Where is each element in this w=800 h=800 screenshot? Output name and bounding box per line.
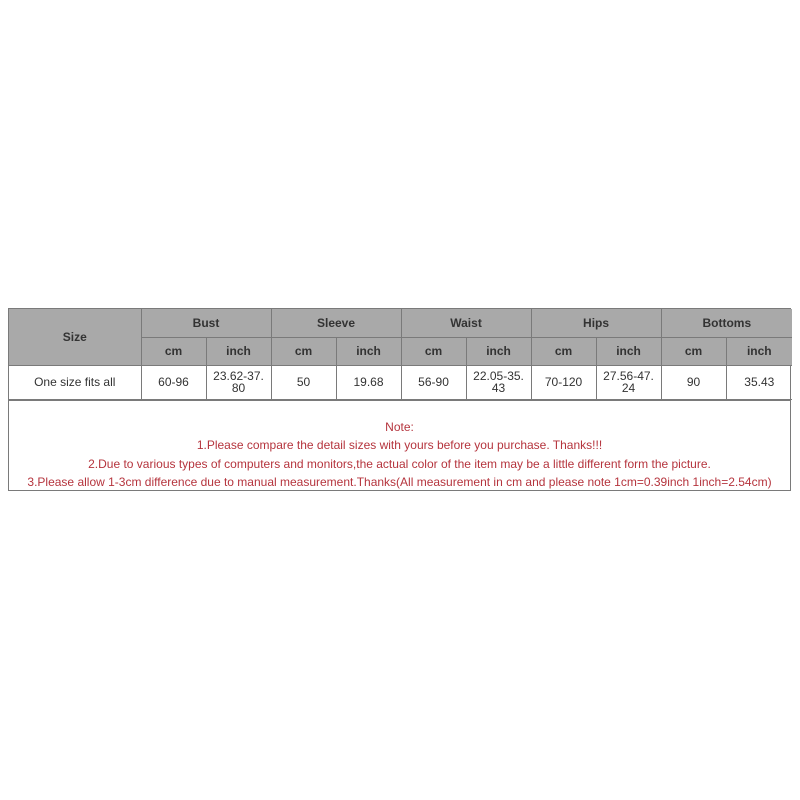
bottoms-inch-cell: 35.43 (726, 365, 792, 399)
sleeve-inch-cell: 19.68 (336, 365, 401, 399)
bust-header: Bust (141, 309, 271, 337)
hips-inch-line1: 27.56-47. (603, 369, 654, 383)
unit-header: inch (466, 337, 531, 365)
size-table (9, 309, 792, 400)
note-title: Note: (385, 419, 414, 434)
note-line-1: 1.Please compare the detail sizes with yours before you purchase. Thanks!!! (196, 438, 603, 452)
waist-inch-line2: 43 (491, 381, 506, 395)
bust-inch-line2: 80 (231, 381, 246, 395)
unit-header: inch (596, 337, 661, 365)
hips-inch-cell (596, 365, 661, 399)
unit-header: cm (661, 337, 726, 365)
sleeve-header: Sleeve (271, 309, 401, 337)
bottoms-cm-cell: 90 (661, 365, 726, 399)
waist-header: Waist (401, 309, 531, 337)
note-line-3: 3.Please allow 1-3cm difference due to manual measurement.Thanks(All measurement in cm and please note 1cm=0.39inch 1inch=2.54cm) (27, 475, 772, 489)
bust-cm-cell: 60-96 (141, 365, 206, 399)
note-line-2: 2.Due to various types of computers and monitors,the actual color of the item may be a little different form the picture. (88, 456, 711, 471)
unit-header: cm (271, 337, 336, 365)
hips-header: Hips (531, 309, 661, 337)
waist-inch-cell (466, 365, 531, 399)
table-row (9, 365, 792, 399)
sleeve-cm-cell: 50 (271, 365, 336, 399)
notes-section (9, 400, 790, 490)
hips-inch-line2: 24 (621, 381, 636, 395)
waist-inch-line1: 22.05-35. (473, 369, 524, 383)
bust-inch-line1: 23.62-37. (213, 369, 264, 383)
size-header: Size (9, 309, 141, 365)
unit-header: cm (401, 337, 466, 365)
bottoms-header: Bottoms (661, 309, 792, 337)
unit-header: cm (531, 337, 596, 365)
hips-cm-cell: 70-120 (531, 365, 596, 399)
unit-header: inch (206, 337, 271, 365)
unit-header: inch (336, 337, 401, 365)
size-chart (8, 308, 791, 491)
waist-cm-cell: 56-90 (401, 365, 466, 399)
size-cell: One size fits all (9, 365, 141, 399)
header-row (9, 309, 792, 337)
bust-inch-cell (206, 365, 271, 399)
unit-header: cm (141, 337, 206, 365)
unit-header: inch (726, 337, 792, 365)
